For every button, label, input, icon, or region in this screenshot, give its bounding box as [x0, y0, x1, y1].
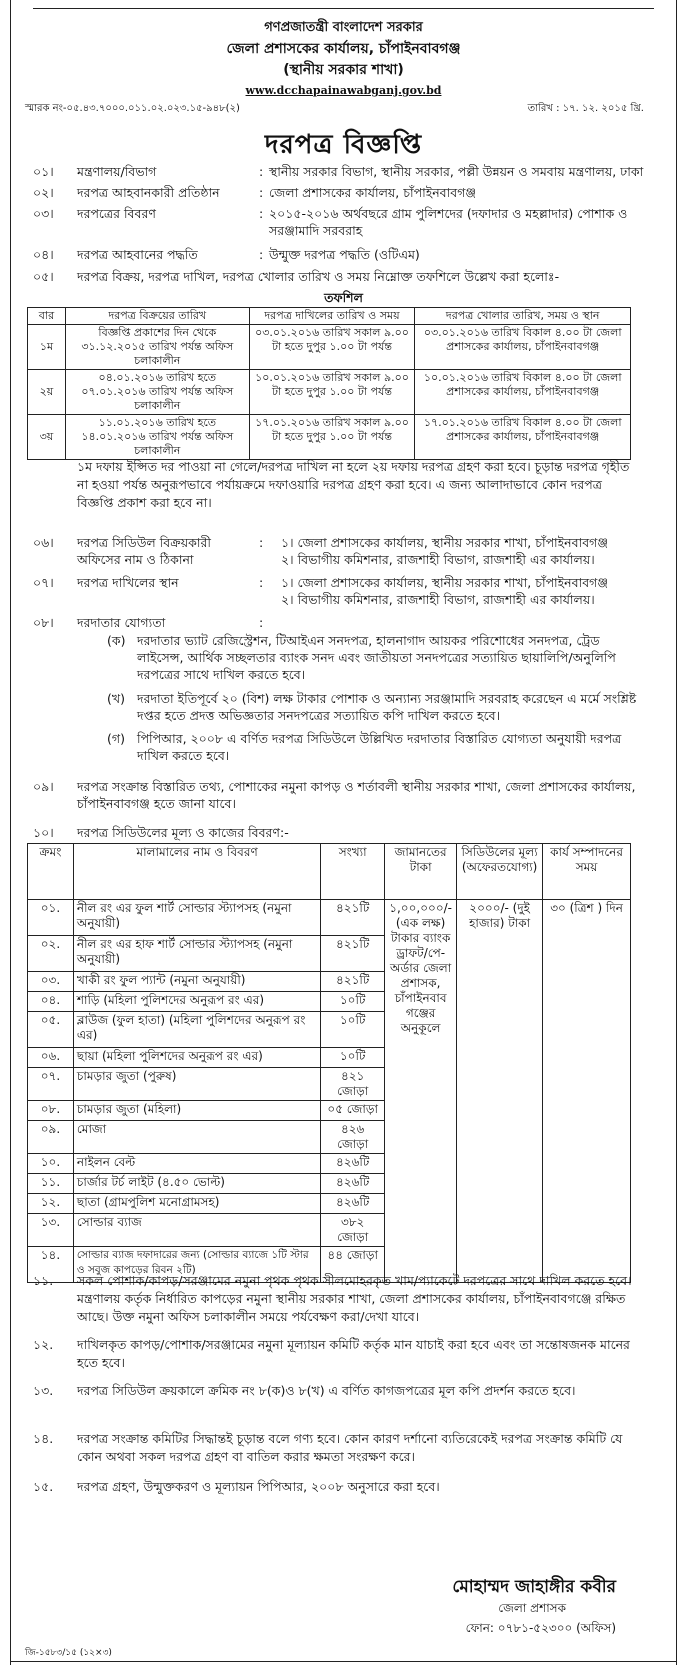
table-cell: ০৪.০১.২০১৬ তারিখ হতে ০৭.০১.২০১৬ তারিখ পর্যন্ত অফিস চলাকালীন — [65, 370, 249, 415]
bottom-border — [11, 1661, 676, 1662]
item-colon: : — [259, 575, 264, 590]
serial-cell: ০৭. — [28, 1068, 74, 1101]
note-number: ১৪. — [33, 1431, 54, 1446]
item-value: ২০১৫-২০১৬ অর্থবছরে গ্রাম পুলিশদের (দফাদার ও মহল্লাদার) পোশাক ও সরঞ্জামাদি সরবরাহ — [269, 206, 628, 238]
serial-cell: ০৮. — [28, 1101, 74, 1121]
table-row — [28, 370, 631, 415]
page-title: দরপত্র বিজ্ঞপ্তি — [264, 130, 423, 160]
item-row — [33, 778, 646, 814]
address-line: ১। জেলা প্রশাসকের কার্যালয়, স্থানীয় সরকার শাখা, চাঁপাইনবাবগঞ্জ — [281, 535, 609, 550]
serial-cell: ০৪. — [28, 992, 74, 1012]
serial-cell: ০৩. — [28, 972, 74, 992]
column-header: জামানতের টাকা — [385, 844, 457, 900]
quantity-cell: ৪২১টি — [321, 936, 385, 972]
item-value: উন্মুক্ত দরপত্র পদ্ধতি (ওটিএম) — [269, 247, 420, 262]
table-header-row — [28, 844, 631, 900]
item-number: ০৭। — [33, 575, 54, 590]
item-name-cell: নাইলন বেল্ট — [73, 1154, 320, 1174]
item-row — [33, 824, 646, 841]
govt-line: গণপ্রজাতন্ত্রী বাংলাদেশ সরকার — [264, 20, 423, 35]
table-cell: ১ম — [28, 325, 66, 370]
top-border — [33, 0, 654, 9]
schedule-table — [27, 307, 631, 460]
quantity-cell: ৪৪ জোড়া — [321, 1247, 385, 1283]
serial-cell: ০৫. — [28, 1012, 74, 1048]
qualification-sub — [33, 632, 646, 686]
signatory-phone: ফোন: ০৭৮১-৫২৩০০ (অফিস) — [465, 1621, 616, 1635]
table-cell: বিজ্ঞপ্তি প্রকাশের দিন থেকে ৩১.১২.২০১৫ তারিখ পর্যন্ত অফিস চলাকালীন — [65, 325, 249, 370]
serial-cell: ০৯. — [28, 1121, 74, 1154]
address-line: ১। জেলা প্রশাসকের কার্যালয়, স্থানীয় সরকার শাখা, চাঁপাইনবাবগঞ্জ — [281, 575, 609, 590]
quantity-cell: ৪২১টি — [321, 972, 385, 992]
item-label: দরপত্র আহবানকারী প্রতিষ্ঠান — [77, 185, 220, 200]
column-header: সংখ্যা — [321, 844, 385, 900]
item-number: ০৫। — [33, 269, 54, 284]
item-colon: : — [259, 535, 264, 550]
schedule-price-cell: ২০০০/- (দুই হাজার) টাকা — [457, 900, 543, 1283]
table-cell: ১০.০১.২০১৬ তারিখ সকাল ৯.০০ টা হতে দুপুর ১.০০ টা পর্যন্ত — [249, 370, 415, 415]
column-header: দরপত্র বিক্রয়ের তারিখ — [65, 308, 249, 325]
note-number: ১২. — [33, 1337, 54, 1352]
item-number: ১০। — [33, 825, 54, 840]
quantity-cell: ১০টি — [321, 992, 385, 1012]
item-name-cell: চামড়ার জুতা (পুরুষ) — [73, 1068, 320, 1101]
item-colon: : — [259, 164, 264, 179]
column-header: সিডিউলের মূল্য (অফেরতযোগ্য) — [457, 844, 543, 900]
serial-cell: ০৬. — [28, 1048, 74, 1068]
item-name-cell: ছায়া (মহিলা পুলিশদের অনুরূপ রং এর) — [73, 1048, 320, 1068]
condition-note — [33, 1478, 646, 1496]
item-number: ০৬। — [33, 535, 54, 550]
table-row — [28, 415, 631, 460]
sub-text: দরদাতার ভ্যাট রেজিস্ট্রেশন, টিআইএন সনদপত্র, হালনাগাদ আয়কর পরিশোধের সনদপত্র, ট্রেড লাইসেন্স, আর্থিক সচ্ছলতার ব্যাংক সনদ এবং জাতীয়তা সনদপত্রের সত্যায়িত ছায়ালিপি/অনুলিপি দরপত্রের সাথে দাখিল করতে হবে। — [137, 633, 616, 682]
signatory-name: মোহাম্মদ জাহাঙ্গীর কবীর — [452, 1577, 616, 1597]
item-name-cell: নীল রং এর হাফ শার্ট সোল্ডার স্ট্যাপসহ (নমুনা অনুযায়ী) — [73, 936, 320, 972]
table-cell: ১৭.০১.২০১৬ তারিখ সকাল ৯.০০ টা হতে দুপুর ১.০০ টা পর্যন্ত — [249, 415, 415, 460]
note-text: দরপত্র গ্রহণ, উন্মুক্তকরণ ও মূল্যায়ন পিপিআর, ২০০৮ অনুসারে করা হবে। — [77, 1479, 440, 1494]
note-number: ১১. — [33, 1273, 54, 1288]
item-row — [33, 246, 646, 263]
sub-tag: (খ) — [107, 691, 125, 706]
item-row — [33, 205, 646, 241]
serial-cell: ১২. — [28, 1194, 74, 1214]
table-cell: ১৭.০১.২০১৬ তারিখ বিকাল ৪.০০ টা জেলা প্রশাসকের কার্যালয়, চাঁপাইনবাবগঞ্জ — [415, 415, 631, 460]
item-name-cell: মোজা — [73, 1121, 320, 1154]
serial-cell: ০২. — [28, 936, 74, 972]
column-header: দরপত্র দাখিলের তারিখ ও সময় — [249, 308, 415, 325]
completion-time-cell: ৩০ (ত্রিশ ) দিন — [543, 900, 631, 1283]
item-label: দরপত্র দাখিলের স্থান — [77, 575, 179, 590]
quantity-cell: ৪২১ জোড়া — [321, 1068, 385, 1101]
column-header: দরপত্র খোলার তারিখ, সময় ও স্থান — [415, 308, 631, 325]
sub-tag: (গ) — [107, 731, 125, 746]
serial-cell: ১৩. — [28, 1214, 74, 1247]
item-value: জেলা প্রশাসকের কার্যালয়, চাঁপাইনবাবগঞ্জ — [269, 185, 477, 200]
item-row — [33, 614, 646, 631]
note-text: দরপত্র সংক্রান্ত কমিটির সিদ্ধান্তই চূড়ান্ত বলে গণ্য হবে। কোন কারণ দর্শানো ব্যতিরেকেই দরপত্র সংক্রান্ত কমিটি যে কোন অথবা সকল দরপত্র গ্রহণ বা বাতিল করার ক্ষমতা সংরক্ষণ করে। — [77, 1431, 623, 1464]
note-number: ১৫. — [33, 1479, 54, 1494]
item-colon: : — [259, 185, 264, 200]
note-text: সকল পোশাক/কাপড়/সরঞ্জামের নমুনা পৃথক পৃথক সীলমোহরকৃত খাম/প্যাকেটে দরপত্রের সাথে দাখিল করতে হবে। মন্ত্রণালয় কর্তৃক নির্ধারিত কাপড়ের নমুনা স্থানীয় সরকার শাখা, জেলা প্রশাসকের কার্যালয়, চাঁপাইনবাবগঞ্জে রক্ষিত আছে। উক্ত নমুনা অফিস চলাকালীন সময়ে পর্যবেক্ষণ করা/দেখা যাবে। — [77, 1273, 632, 1324]
column-header: কার্য সম্পাদনের সময় — [543, 844, 631, 900]
table-row — [28, 325, 631, 370]
quantity-cell: ৪২৬টি — [321, 1174, 385, 1194]
item-name-cell: চার্জার টর্চ লাইট (৪.৫০ ভোল্ট) — [73, 1174, 320, 1194]
item-value — [281, 574, 646, 608]
quantity-cell: ১০টি — [321, 1012, 385, 1048]
column-header: মালামালের নাম ও বিবরণ — [73, 844, 320, 900]
schedule-note: ১ম দফায় ইপ্সিত দর পাওয়া না গেলে/দরপত্র দাখিল না হলে ২য় দফায় দরপত্র গ্রহণ করা হবে। চূড়ান্ত দরপত্র গৃহীত না হওয়া পর্যন্ত অনুরূপভাবে পর্যায়ক্রমে দফাওয়ারি দরপত্র গ্রহণ করা হবে। এ জন্য আলাদাভাবে কোন দরপত্র বিজ্ঞপ্তি প্রকাশ করা হবে না। — [77, 459, 630, 510]
address-line: ২। বিভাগীয় কমিশনার, রাজশাহী বিভাগ, রাজশাহী এর কার্যালয়। — [281, 552, 595, 567]
item-colon: : — [259, 615, 264, 630]
item-name-cell: শাড়ি (মহিলা পুলিশদের অনুরূপ রং এর) — [73, 992, 320, 1012]
note-number: ১৩. — [33, 1383, 54, 1398]
website-link[interactable]: www.dcchapainawabganj.gov.bd — [245, 84, 442, 97]
item-text: দরপত্র বিক্রয়, দরপত্র দাখিল, দরপত্র খোলার তারিখ ও সময় নিম্নোক্ত তফশিলে উল্লেখ করা হলোঃ- — [77, 269, 560, 284]
item-row — [33, 574, 646, 610]
item-label: মন্ত্রণালয়/বিভাগ — [77, 164, 157, 179]
serial-cell: ১০. — [28, 1154, 74, 1174]
table-row — [28, 900, 631, 936]
serial-cell: ০১. — [28, 900, 74, 936]
item-value — [281, 534, 646, 568]
item-value: স্থানীয় সরকার বিভাগ, স্থানীয় সরকার, পল্লী উন্নয়ন ও সমবায় মন্ত্রণালয়, ঢাকা — [269, 164, 644, 179]
quantity-cell: ১০টি — [321, 1048, 385, 1068]
quantity-cell: ৪২৬ জোড়া — [321, 1121, 385, 1154]
qualification-sub — [33, 730, 646, 766]
table-cell: ১০.০১.২০১৬ তারিখ বিকাল ৪.০০ টা জেলা প্রশাসকের কার্যালয়, চাঁপাইনবাবগঞ্জ — [415, 370, 631, 415]
sub-text: দরদাতা ইতিপূর্বে ২০ (বিশ) লক্ষ টাকার পোশাক ও অন্যান্য সরঞ্জামাদি সরবরাহ করেছেন এ মর্মে সংশ্লিষ্ট দপ্তর হতে প্রদত্ত অভিজ্ঞতার সনদপত্রের সত্যায়িত কপি দাখিল করতে হবে। — [137, 691, 637, 723]
item-number: ০৪। — [33, 247, 54, 262]
item-row — [33, 163, 646, 180]
note-text: দরপত্র সিডিউল ক্রয়কালে ক্রমিক নং ৮(ক)ও ৮(খ) এ বর্ণিত কাগজপত্রের মূল কপি প্রদর্শন করতে হবে। — [77, 1383, 576, 1398]
item-row — [33, 534, 646, 570]
sub-tag: (ক) — [107, 633, 126, 648]
qualification-sub — [33, 690, 646, 726]
table-cell: ১১.০১.২০১৬ তারিখ হতে ১৪.০১.২০১৬ তারিখ পর্যন্ত অফিস চলাকালীন — [65, 415, 249, 460]
note-text: দাখিলকৃত কাপড়/পোশাক/সরঞ্জামের নমুনা মূল্যায়ন কমিটি কর্তৃক মান যাচাই করা হবে এবং তা সন্তোষজনক মানের হতে হবে। — [77, 1337, 630, 1370]
item-row — [33, 268, 646, 285]
item-label: দরপত্র সিডিউল বিক্রয়কারী অফিসের নাম ও ঠিকানা — [77, 535, 211, 567]
branch-line: (স্থানীয় সরকার শাখা) — [283, 62, 404, 78]
serial-cell: ১৪. — [28, 1247, 74, 1283]
quantity-cell: ৪২১টি — [321, 900, 385, 936]
column-header: বার — [28, 308, 66, 325]
condition-note — [33, 1382, 646, 1418]
item-text: দরপত্র সংক্রান্ত বিস্তারিত তথ্য, পোশাকের নমুনা কাপড় ও শর্তাবলী স্থানীয় সরকার শাখা, জেলা প্রশাসকের কার্যালয়, চাঁপাইনবাবগঞ্জ হতে জানা যাবে। — [77, 779, 636, 811]
item-row — [33, 184, 646, 201]
item-number: ০৯। — [33, 779, 54, 794]
serial-cell: ১১. — [28, 1174, 74, 1194]
memo-number: স্মারক নং-০৫.৪৩.৭০০০.০১১.০২.০২৩.১৫-৯৪৮(২) — [25, 103, 240, 114]
sub-text: পিপিআর, ২০০৮ এ বর্ণিত দরপত্র সিডিউলে উল্লিখিত দরদাতার বিস্তারিত যোগ্যতা অনুযায়ী দরপত্র দাখিল করতে হবে। — [137, 731, 622, 763]
item-name-cell: ছাতা (গ্রামপুলিশ মনোগ্রামসহ) — [73, 1194, 320, 1214]
address-line: ২। বিভাগীয় কমিশনার, রাজশাহী বিভাগ, রাজশাহী এর কার্যালয়। — [281, 592, 595, 607]
item-name-cell: খাকী রং ফুল প্যান্ট (নমুনা অনুযায়ী) — [73, 972, 320, 992]
notice-date: তারিখ : ১৭. ১২. ২০১৫ খ্রি. — [527, 103, 644, 114]
column-header: ক্রমং — [28, 844, 74, 900]
item-label: দরপত্রের বিবরণ — [77, 206, 156, 221]
table-cell: ০৩.০১.২০১৬ তারিখ সকাল ৯.০০ টা হতে দুপুর ১.০০ টা পর্যন্ত — [249, 325, 415, 370]
item-name-cell: সোল্ডার ব্যাজ দফাদারের জন্য (সোল্ডার ব্যাজে ১টি স্টার ও সবুজ কাপড়ের রিবন ২টি) — [73, 1247, 320, 1283]
item-name-cell: সোল্ডার ব্যাজ — [73, 1214, 320, 1247]
table-cell: ২য় — [28, 370, 66, 415]
table-header-row — [28, 308, 631, 325]
item-colon: : — [259, 206, 264, 221]
item-name-cell: চামড়ার জুতা (মহিলা) — [73, 1101, 320, 1121]
schedule-caption: তফশিল — [324, 290, 363, 305]
item-name-cell: নীল রং এর ফুল শার্ট সোল্ডার স্ট্যাপসহ (নমুনা অনুযায়ী) — [73, 900, 320, 936]
item-number: ০৮। — [33, 615, 54, 630]
item-number: ০২। — [33, 185, 54, 200]
table-cell: ৩য় — [28, 415, 66, 460]
print-code: জি-১৫৮৩/১৫ (১২×৩) — [25, 1648, 112, 1658]
item-label: দরপত্র আহবানের পদ্ধতি — [77, 247, 198, 262]
quantity-cell: ৩৮২ জোড়া — [321, 1214, 385, 1247]
item-text: দরপত্র সিডিউলের মূল্য ও কাজের বিবরণ:- — [77, 825, 289, 840]
condition-note — [33, 1272, 646, 1326]
item-number: ০৩। — [33, 206, 54, 221]
item-label: দরদাতার যোগ্যতা — [77, 615, 166, 630]
office-line: জেলা প্রশাসকের কার্যালয়, চাঁপাইনবাবগঞ্জ — [226, 41, 461, 57]
condition-note — [33, 1430, 646, 1466]
item-colon: : — [259, 247, 264, 262]
security-deposit-cell: ১,০০,০০০/- (এক লক্ষ) টাকার ব্যাংক ড্রাফট/পে-অর্ডার জেলা প্রশাসক, চাঁপাইনবাব গঞ্জের অনুকূলে — [385, 900, 457, 1283]
condition-note — [33, 1336, 646, 1372]
goods-table — [27, 843, 631, 1283]
item-number: ০১। — [33, 164, 54, 179]
quantity-cell: ৪২৬টি — [321, 1154, 385, 1174]
quantity-cell: ৪২৬টি — [321, 1194, 385, 1214]
item-name-cell: ব্লাউজ (ফুল হাতা) (মহিলা পুলিশদের অনুরূপ রং এর) — [73, 1012, 320, 1048]
tender-notice-page — [10, 0, 677, 1665]
table-cell: ০৩.০১.২০১৬ তারিখ বিকাল ৪.০০ টা জেলা প্রশাসকের কার্যালয়, চাঁপাইনবাবগঞ্জ — [415, 325, 631, 370]
signatory-designation: জেলা প্রশাসক — [498, 1601, 566, 1615]
quantity-cell: ০৫ জোড়া — [321, 1101, 385, 1121]
